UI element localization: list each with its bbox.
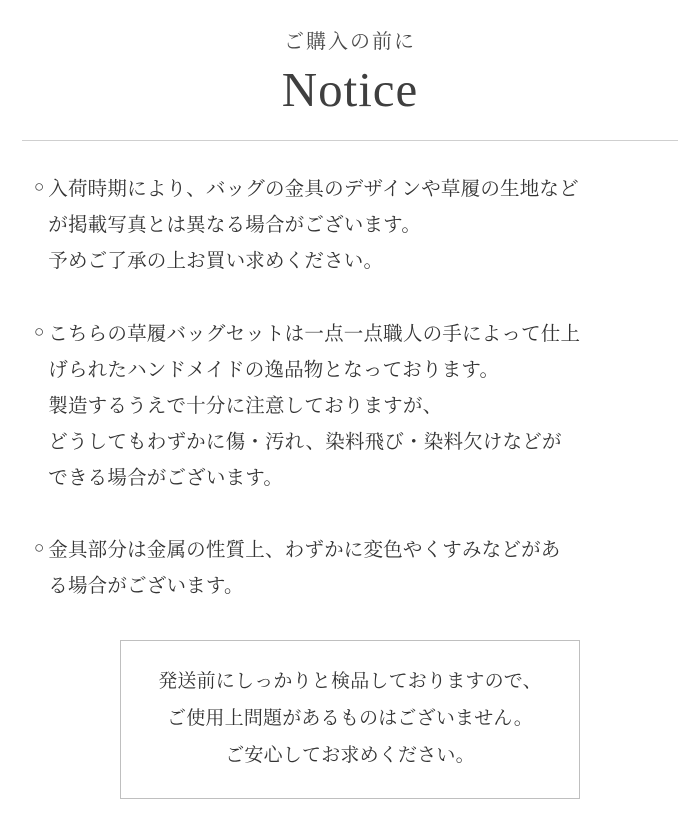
notice-line: 製造するうえで十分に注意しておりますが、 (48, 394, 443, 417)
page-header (0, 0, 700, 118)
assurance-box-wrapper (34, 640, 666, 799)
assurance-box (120, 640, 580, 799)
notice-item (34, 171, 666, 279)
notice-line: どうしてもわずかに傷・汚れ、染料飛び・染料欠けなどが (48, 430, 562, 453)
notice-line: 金具部分は金属の性質上、わずかに変色やくすみなどがあ (48, 538, 561, 561)
page-subtitle: ご購入の前に (284, 31, 416, 53)
assurance-line: ご安心してお求めください。 (225, 745, 475, 767)
notice-line: 予めご了承の上お買い求めください。 (48, 250, 384, 273)
notice-item-text (48, 532, 666, 604)
notice-line: こちらの草履バッグセットは一点一点職人の手によって仕上 (48, 322, 581, 345)
notice-item (34, 316, 666, 496)
page-title: Notice (281, 62, 419, 117)
notice-content (0, 141, 700, 799)
bullet-icon: ○ (34, 321, 45, 341)
notice-line: げられたハンドメイドの逸品物となっております。 (48, 358, 500, 381)
bullet-icon: ○ (34, 537, 45, 557)
notice-line: が掲載写真とは異なる場合がございます。 (48, 214, 422, 237)
notice-line: 入荷時期により、バッグの金具のデザインや草履の生地など (48, 178, 579, 201)
notice-item (34, 532, 666, 604)
assurance-line: 発送前にしっかりと検品しておりますので、 (158, 670, 542, 692)
notice-line: る場合がございます。 (48, 574, 244, 597)
notice-item-text (48, 316, 666, 496)
assurance-line: ご使用上問題があるものはございません。 (167, 708, 533, 730)
notice-item-text (48, 171, 666, 279)
bullet-icon: ○ (34, 177, 45, 197)
notice-line: できる場合がございます。 (48, 466, 284, 489)
